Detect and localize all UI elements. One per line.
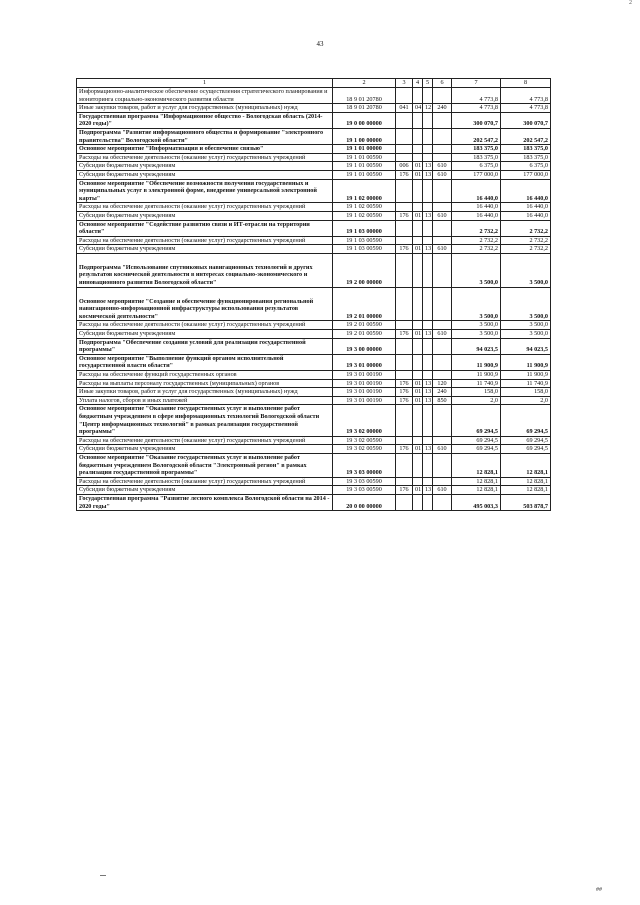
amount-year-1: 12 828,1 [452,453,501,477]
section-code [413,145,423,154]
ministry-code [396,338,413,354]
column-header: 7 [452,79,501,88]
row-description: Подпрограмма "Развитие информационного общества и формирование "электронного правительства" Вологодской области" [77,128,333,144]
row-description: Подпрограмма "Использование спутниковых навигационных технологий и других результатов космической деятельности в интересах социально-экономического и инновационного развития Вологодской области" [77,253,333,287]
subsection-code [423,179,433,203]
section-code: 01 [413,396,423,405]
expense-type-code [433,338,452,354]
amount-year-1: 4 773,8 [452,104,501,113]
ministry-code: 041 [396,104,413,113]
table-row [77,236,551,245]
expense-type-code [433,253,452,287]
row-description: Государственная программа "Информационное общество - Вологодская область (2014-2020 годы)" [77,112,333,128]
amount-year-1: 183 375,0 [452,145,501,154]
expense-type-code [433,354,452,370]
program-code: 19 3 03 00590 [333,486,396,495]
table-row [77,396,551,405]
amount-year-1: 12 828,1 [452,477,501,486]
section-code [413,494,423,510]
subsection-code [423,287,433,321]
amount-year-1: 3 500,0 [452,287,501,321]
amount-year-1: 2 732,2 [452,220,501,236]
amount-year-1: 11 900,9 [452,354,501,370]
expense-type-code [433,287,452,321]
amount-year-2: 2 732,2 [501,236,551,245]
program-code: 19 1 02 00590 [333,211,396,220]
section-code: 01 [413,486,423,495]
amount-year-2: 183 375,0 [501,145,551,154]
program-code: 19 1 01 00000 [333,145,396,154]
row-description: Основное мероприятие "Обеспечение возможности получения государственных и муниципальных услуг в электронной форме, внедрение универсальной электронной карты" [77,179,333,203]
amount-year-1: 300 070,7 [452,112,501,128]
section-code [413,453,423,477]
subsection-code [423,477,433,486]
amount-year-1: 16 440,0 [452,179,501,203]
row-description: Основное мероприятие "Информатизация и обеспечение связью" [77,145,333,154]
table-row [77,153,551,162]
table-row [77,338,551,354]
section-code: 04 [413,104,423,113]
row-description: Расходы на обеспечение деятельности (оказание услуг) государственных учреждений [77,436,333,445]
program-code: 18 9 01 20780 [333,104,396,113]
section-code [413,371,423,380]
table-row [77,453,551,477]
row-description: Иные закупки товаров, работ и услуг для государственных (муниципальных) нужд [77,388,333,397]
section-code: 01 [413,170,423,179]
row-description: Субсидии бюджетным учреждениям [77,445,333,454]
table-row [77,211,551,220]
amount-year-2: 300 070,7 [501,112,551,128]
amount-year-1: 16 440,0 [452,203,501,212]
section-code [413,405,423,436]
subsection-code: 13 [423,245,433,254]
expense-type-code [433,371,452,380]
section-code [413,88,423,104]
table-row [77,330,551,339]
table-row [77,486,551,495]
ministry-code [396,203,413,212]
amount-year-2: 177 000,0 [501,170,551,179]
subsection-code: 13 [423,388,433,397]
program-code: 19 1 01 00590 [333,153,396,162]
subsection-code [423,371,433,380]
corner-mark: 2 [629,0,632,6]
ministry-code: 006 [396,162,413,171]
amount-year-2: 69 294,5 [501,405,551,436]
program-code: 20 0 00 00000 [333,494,396,510]
subsection-code: 13 [423,211,433,220]
amount-year-1: 177 000,0 [452,170,501,179]
section-code [413,287,423,321]
amount-year-1: 69 294,5 [452,445,501,454]
column-header: 5 [423,79,433,88]
table-row [77,494,551,510]
ministry-code [396,405,413,436]
section-code [413,153,423,162]
subsection-code: 13 [423,445,433,454]
ministry-code [396,453,413,477]
table-row [77,436,551,445]
expense-type-code [433,436,452,445]
program-code: 19 1 01 00590 [333,170,396,179]
expense-type-code: 240 [433,104,452,113]
row-description: Основное мероприятие "Оказание государственных услуг и выполнение работ бюджетным учреждением в сфере информационных технологий Вологодской области "Центр информационных технологий" в рамках реализации государственной программы" [77,405,333,436]
amount-year-2: 2 732,2 [501,220,551,236]
section-code [413,236,423,245]
row-description: Иные закупки товаров, работ и услуг для государственных (муниципальных) нужд [77,104,333,113]
column-header: 6 [433,79,452,88]
amount-year-2: 12 828,1 [501,486,551,495]
amount-year-1: 69 294,5 [452,436,501,445]
table-row [77,162,551,171]
ministry-code [396,253,413,287]
subsection-code: 13 [423,396,433,405]
amount-year-2: 11 740,9 [501,379,551,388]
ministry-code [396,321,413,330]
section-code: 01 [413,388,423,397]
table-row [77,445,551,454]
expense-type-code [433,220,452,236]
ministry-code [396,287,413,321]
amount-year-1: 158,0 [452,388,501,397]
expense-type-code [433,405,452,436]
amount-year-1: 2 732,2 [452,236,501,245]
amount-year-1: 94 023,5 [452,338,501,354]
budget-table [76,78,551,511]
subsection-code: 13 [423,170,433,179]
amount-year-2: 2 732,2 [501,245,551,254]
expense-type-code: 610 [433,162,452,171]
program-code: 19 3 01 00190 [333,388,396,397]
amount-year-2: 12 828,1 [501,477,551,486]
ministry-code: 176 [396,445,413,454]
amount-year-1: 6 375,0 [452,162,501,171]
table-row [77,287,551,321]
expense-type-code [433,494,452,510]
amount-year-2: 3 500,0 [501,321,551,330]
column-header: 4 [413,79,423,88]
subsection-code [423,321,433,330]
subsection-code [423,112,433,128]
expense-type-code: 610 [433,445,452,454]
amount-year-1: 495 003,3 [452,494,501,510]
row-description: Расходы на обеспечение деятельности (оказание услуг) государственных учреждений [77,321,333,330]
row-description: Расходы на выплаты персоналу государственных (муниципальных) органов [77,379,333,388]
amount-year-1: 183 375,0 [452,153,501,162]
row-description: Подпрограмма "Обеспечение создания условий для реализации государственной программы" [77,338,333,354]
section-code [413,179,423,203]
expense-type-code [433,321,452,330]
amount-year-2: 12 828,1 [501,453,551,477]
expense-type-code: 610 [433,330,452,339]
program-code: 19 2 00 00000 [333,253,396,287]
section-code: 01 [413,245,423,254]
ministry-code: 176 [396,486,413,495]
table-row [77,477,551,486]
program-code: 19 3 01 00190 [333,379,396,388]
amount-year-2: 16 440,0 [501,179,551,203]
row-description: Уплата налогов, сборов и иных платежей [77,396,333,405]
section-code [413,220,423,236]
subsection-code [423,145,433,154]
amount-year-2: 11 900,9 [501,371,551,380]
subsection-code [423,220,433,236]
section-code: 01 [413,445,423,454]
table-header-row [77,79,551,88]
table-row [77,379,551,388]
row-description: Субсидии бюджетным учреждениям [77,162,333,171]
table-body [77,88,551,511]
amount-year-1: 3 500,0 [452,253,501,287]
table-row [77,371,551,380]
section-code: 01 [413,162,423,171]
expense-type-code [433,88,452,104]
amount-year-2: 183 375,0 [501,153,551,162]
subsection-code: 13 [423,486,433,495]
subsection-code [423,354,433,370]
table-row [77,170,551,179]
ministry-code: 176 [396,388,413,397]
subsection-code: 13 [423,162,433,171]
ministry-code: 176 [396,245,413,254]
ministry-code [396,128,413,144]
bottom-mark: ## [596,887,602,893]
amount-year-2: 11 900,9 [501,354,551,370]
program-code: 19 1 03 00590 [333,245,396,254]
program-code: 18 9 01 20780 [333,88,396,104]
column-header: 3 [396,79,413,88]
subsection-code [423,203,433,212]
table-row [77,405,551,436]
amount-year-2: 202 547,2 [501,128,551,144]
ministry-code [396,179,413,203]
row-description: Расходы на обеспечение деятельности (оказание услуг) государственных учреждений [77,203,333,212]
section-code [413,338,423,354]
program-code: 19 1 02 00590 [333,203,396,212]
expense-type-code: 610 [433,245,452,254]
row-description: Расходы на обеспечение деятельности (оказание услуг) государственных учреждений [77,477,333,486]
table-row [77,354,551,370]
amount-year-1: 16 440,0 [452,211,501,220]
ministry-code [396,494,413,510]
program-code: 19 2 01 00000 [333,287,396,321]
subsection-code [423,88,433,104]
amount-year-1: 202 547,2 [452,128,501,144]
amount-year-2: 3 500,0 [501,287,551,321]
ministry-code: 176 [396,396,413,405]
ministry-code: 176 [396,330,413,339]
row-description: Основное мероприятие "Содействие развитию связи и ИТ-отрасли на территории области" [77,220,333,236]
ministry-code [396,88,413,104]
program-code: 19 3 01 00190 [333,396,396,405]
amount-year-1: 4 773,8 [452,88,501,104]
amount-year-2: 69 294,5 [501,436,551,445]
row-description: Субсидии бюджетным учреждениям [77,330,333,339]
scan-mark [100,875,106,876]
program-code: 19 3 03 00000 [333,453,396,477]
table-row [77,104,551,113]
row-description: Государственная программа "Развитие лесного комплекса Вологодской области на 2014 - 2020 годы" [77,494,333,510]
table-row [77,388,551,397]
page-number: 43 [316,40,324,48]
table-row [77,203,551,212]
ministry-code [396,371,413,380]
amount-year-1: 3 500,0 [452,321,501,330]
amount-year-2: 16 440,0 [501,211,551,220]
ministry-code [396,153,413,162]
table-row [77,88,551,104]
amount-year-1: 11 740,9 [452,379,501,388]
table-row [77,112,551,128]
row-description: Информационно-аналитическое обеспечение осуществления стратегического планирования и мониторинга социально-экономического развития области [77,88,333,104]
expense-type-code: 610 [433,170,452,179]
subsection-code [423,253,433,287]
row-description: Основное мероприятие "Создание и обеспечение функционирования региональной навигационно-информационной инфраструктуры использования результатов космической деятельности" [77,287,333,321]
expense-type-code [433,153,452,162]
amount-year-2: 503 878,7 [501,494,551,510]
amount-year-2: 4 773,8 [501,88,551,104]
ministry-code [396,354,413,370]
program-code: 19 3 01 00190 [333,371,396,380]
program-code: 19 1 02 00000 [333,179,396,203]
row-description: Субсидии бюджетным учреждениям [77,486,333,495]
subsection-code [423,453,433,477]
section-code: 01 [413,211,423,220]
expense-type-code [433,453,452,477]
subsection-code [423,338,433,354]
amount-year-2: 16 440,0 [501,203,551,212]
column-header: 2 [333,79,396,88]
table-row [77,128,551,144]
program-code: 19 1 00 00000 [333,128,396,144]
ministry-code [396,112,413,128]
expense-type-code: 610 [433,211,452,220]
expense-type-code [433,477,452,486]
amount-year-1: 2 732,2 [452,245,501,254]
subsection-code: 12 [423,104,433,113]
table-row [77,145,551,154]
program-code: 19 3 01 00000 [333,354,396,370]
program-code: 19 1 03 00590 [333,236,396,245]
subsection-code [423,128,433,144]
ministry-code [396,236,413,245]
amount-year-2: 3 500,0 [501,330,551,339]
subsection-code [423,494,433,510]
subsection-code [423,436,433,445]
section-code [413,321,423,330]
expense-type-code: 240 [433,388,452,397]
subsection-code [423,153,433,162]
expense-type-code [433,145,452,154]
subsection-code [423,405,433,436]
amount-year-1: 3 500,0 [452,330,501,339]
subsection-code: 13 [423,379,433,388]
expense-type-code [433,203,452,212]
section-code [413,436,423,445]
amount-year-2: 4 773,8 [501,104,551,113]
table-row [77,253,551,287]
ministry-code [396,477,413,486]
expense-type-code: 120 [433,379,452,388]
row-description: Основное мероприятие "Выполнение функций органом исполнительной государственной власти области" [77,354,333,370]
amount-year-2: 94 023,5 [501,338,551,354]
table-row [77,321,551,330]
program-code: 19 0 00 00000 [333,112,396,128]
amount-year-1: 2,0 [452,396,501,405]
table-row [77,179,551,203]
amount-year-1: 69 294,5 [452,405,501,436]
amount-year-2: 3 500,0 [501,253,551,287]
expense-type-code: 850 [433,396,452,405]
section-code [413,203,423,212]
section-code [413,128,423,144]
program-code: 19 2 01 00590 [333,321,396,330]
program-code: 19 2 01 00590 [333,330,396,339]
ministry-code: 176 [396,170,413,179]
section-code [413,112,423,128]
row-description: Основное мероприятие "Оказание государственных услуг и выполнение работ бюджетным учреждением Вологодской области "Электронный регион" в рамках реализации государственной программы" [77,453,333,477]
expense-type-code [433,112,452,128]
column-header: 8 [501,79,551,88]
program-code: 19 3 03 00590 [333,477,396,486]
row-description: Субсидии бюджетным учреждениям [77,245,333,254]
ministry-code [396,220,413,236]
column-header: 1 [77,79,333,88]
row-description: Расходы на обеспечение деятельности (оказание услуг) государственных учреждений [77,236,333,245]
expense-type-code: 610 [433,486,452,495]
ministry-code: 176 [396,211,413,220]
amount-year-1: 11 900,9 [452,371,501,380]
amount-year-2: 6 375,0 [501,162,551,171]
row-description: Субсидии бюджетным учреждениям [77,211,333,220]
program-code: 19 1 01 00590 [333,162,396,171]
subsection-code [423,236,433,245]
ministry-code: 176 [396,379,413,388]
subsection-code: 13 [423,330,433,339]
section-code [413,477,423,486]
program-code: 19 3 02 00590 [333,436,396,445]
program-code: 19 3 02 00000 [333,405,396,436]
row-description: Субсидии бюджетным учреждениям [77,170,333,179]
amount-year-2: 69 294,5 [501,445,551,454]
table-row [77,245,551,254]
table-row [77,220,551,236]
section-code: 01 [413,379,423,388]
expense-type-code [433,128,452,144]
amount-year-1: 12 828,1 [452,486,501,495]
program-code: 19 3 02 00590 [333,445,396,454]
program-code: 19 1 03 00000 [333,220,396,236]
ministry-code [396,145,413,154]
section-code [413,354,423,370]
row-description: Расходы на обеспечение функций государственных органов [77,371,333,380]
section-code: 01 [413,330,423,339]
ministry-code [396,436,413,445]
program-code: 19 3 00 00000 [333,338,396,354]
amount-year-2: 2,0 [501,396,551,405]
amount-year-2: 158,0 [501,388,551,397]
section-code [413,253,423,287]
expense-type-code [433,236,452,245]
row-description: Расходы на обеспечение деятельности (оказание услуг) государственных учреждений [77,153,333,162]
expense-type-code [433,179,452,203]
